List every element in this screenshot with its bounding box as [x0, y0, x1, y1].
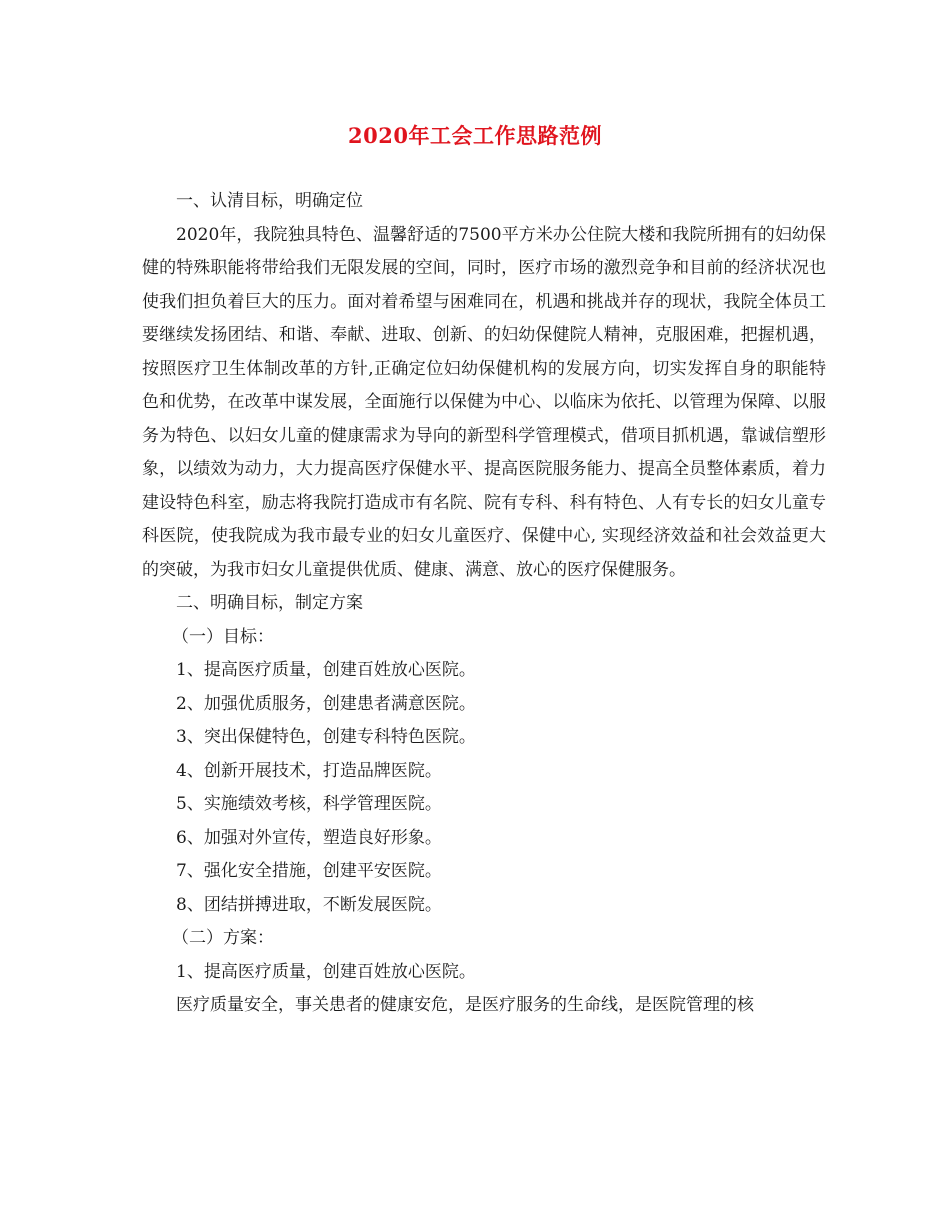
- section1-paragraph: 2020年，我院独具特色、温馨舒适的7500平方米办公住院大楼和我院所拥有的妇幼保健的特殊职能将带给我们无限发展的空间，同时，医疗市场的激烈竞争和目前的经济状况也使我们担负着巨大的压力。面对着希望与困难同在，机遇和挑战并存的现状，我院全体员工要继续发扬团结、和谐、奉献、进取、创新、的妇幼保健院人精神，克服困难，把握机遇，按照医疗卫生体制改革的方针,正确定位妇幼保健机构的发展方向，切实发挥自身的职能特色和优势，在改革中谋发展，全面施行以保健为中心、以临床为依托、以管理为保障、以服务为特色、以妇女儿童的健康需求为导向的新型科学管理模式，借项目抓机遇，靠诚信塑形象，以绩效为动力，大力提高医疗保健水平、提高医院服务能力、提高全员整体素质，着力建设特色科室，励志将我院打造成市有名院、院有专科、科有特色、人有专长的妇女儿童专科医院，使我院成为我市最专业的妇女儿童医疗、保健中心, 实现经济效益和社会效益更大的突破，为我市妇女儿童提供优质、健康、满意、放心的医疗保健服务。: [142, 224, 826, 580]
- goal-item: 6、加强对外宣传，塑造良好形象。: [176, 827, 442, 848]
- section1-heading: 一、认清目标，明确定位: [176, 191, 363, 211]
- goal-item: 8、团结拼搏进取，不断发展医院。: [176, 894, 442, 915]
- plan-item: 1、提高医疗质量，创建百姓放心医院。: [176, 961, 476, 982]
- goals-heading: （一）目标：: [172, 626, 274, 647]
- goal-item: 5、实施绩效考核，科学管理医院。: [176, 794, 442, 814]
- goal-item: 3、突出保健特色，创建专科特色医院。: [176, 727, 476, 747]
- goal-item: 7、强化安全措施，创建平安医院。: [176, 861, 442, 881]
- plan-heading: （二）方案：: [172, 928, 274, 948]
- goal-item: 1、提高医疗质量，创建百姓放心医院。: [176, 660, 476, 680]
- section2-heading: 二、明确目标，制定方案: [176, 593, 363, 613]
- document-title: 2020年工会工作思路范例: [348, 123, 602, 148]
- goal-item: 2、加强优质服务，创建患者满意医院。: [176, 693, 476, 714]
- plan-item-paragraph: 医疗质量安全，事关患者的健康安危，是医疗服务的生命线，是医院管理的核: [176, 995, 754, 1015]
- goal-item: 4、创新开展技术，打造品牌医院。: [176, 760, 442, 781]
- document-body: [142, 185, 826, 1023]
